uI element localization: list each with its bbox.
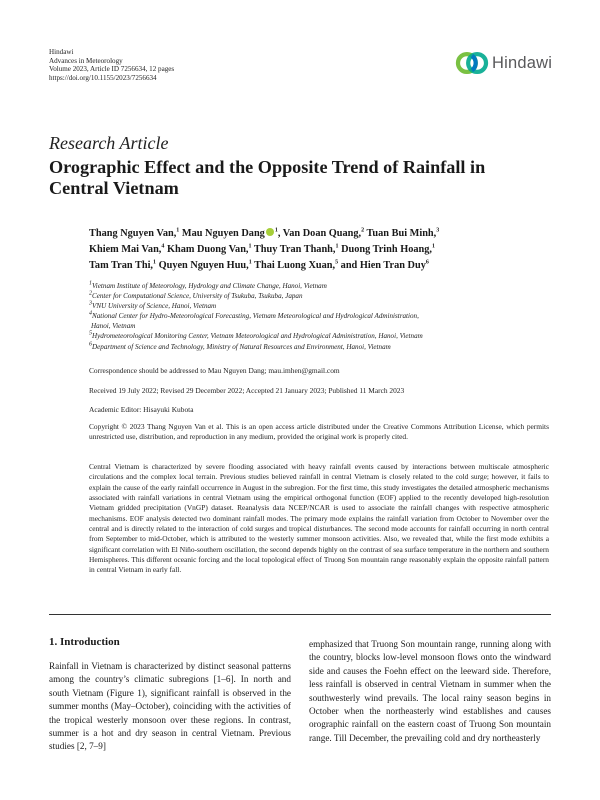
author-affil-ref: 4 — [161, 243, 165, 250]
copyright-notice: Copyright © 2023 Thang Nguyen Van et al. This is an open access article distributed under the Creative Commons Attribution License, which permits unrestricted use, distribution, and reproduction in any medium, provided the original work is properly cited. — [89, 422, 549, 442]
author-name[interactable]: Khiem Mai Van, — [89, 244, 162, 255]
volume-info: Volume 2023, Article ID 7256634, 12 pages — [49, 65, 175, 74]
abstract-text: Central Vietnam is characterized by severe flooding associated with heavy rainfall events caused by interactions between multiscale atmospheric circulations and the complex local terrain. Previous studies believed rainfall in central Vietnam is closely related to the cold surge; however, it fails to explain the cause of the early rainfall occurrence in August in the subregion. For the first time, this study investigates the detailed atmospheric mechanisms associated with rainfall variations in central Vietnam using the empirical orthogonal function (EOF) applied to the recently developed high-resolution Vietnam gridded precipitation (VnGP) dataset. Reanalysis data NCEP/NCAR is used to associate the rainfall changes with respective atmospheric mechanisms. EOF analysis detected two dominant rainfall modes. The primary mode explains the rainfall variation from October to November over the central and is directly related to the interaction of cold surges and tropical disturbances. The second mode accounts for rainfall occurring in north central from September to mid-October, which is attributed to the westerly summer monsoon activities. Also, we revealed that, while the first mode exhibits a significant correlation with El Niño-southern oscillation, the second depends highly on the contrast of sea surface temperature in the northern and southern Hemispheres. This different oceanic forcing and the local topological effect of Truong Son mountain range reasonably explain the opposite rainfall pattern in central Vietnam in early fall. — [89, 462, 549, 575]
article-type: Research Article — [49, 133, 169, 153]
author-name[interactable]: Mau Nguyen Dang — [181, 228, 265, 239]
affiliation-list — [89, 281, 559, 352]
author-line — [89, 258, 559, 274]
affiliation-item: $^4$National Center for Hydro-Meteorological Forecasting, Vietnam Meteorological and Hydrological Administration, — [89, 310, 419, 321]
section-heading-introduction: 1. Introduction — [49, 636, 120, 648]
author-separator: , — [277, 228, 281, 239]
author-affil-ref: 1 — [431, 243, 435, 250]
author-name[interactable]: Quyen Nguyen Huu, — [158, 260, 249, 271]
author-affil-ref: 2 — [361, 227, 365, 234]
author-name[interactable]: Tuan Bui Minh, — [366, 228, 437, 239]
author-list — [89, 226, 559, 274]
author-line — [89, 226, 559, 242]
author-affil-ref: 5 — [335, 259, 339, 266]
hindawi-logo-icon — [455, 46, 489, 80]
doi-link[interactable]: https://doi.org/10.1155/2023/7256634 — [49, 73, 157, 82]
author-affil-ref: 3 — [436, 227, 440, 234]
author-affil-ref: 1 — [176, 227, 180, 234]
author-affil-ref: 1 — [153, 259, 157, 266]
affiliation-item: Hanoi, Vietnam — [91, 322, 136, 331]
academic-editor: Academic Editor: Hisayuki Kubota — [89, 405, 194, 414]
affiliation-item: $^5$Hydrometeorological Monitoring Center, Vietnam Meteorological and Hydrological Administration, Hanoi, Vietnam — [89, 331, 423, 341]
intro-paragraph-left: Rainfall in Vietnam is characterized by distinct seasonal patterns among the country’s climatic subregions [1–6]. In north and south Vietnam (Figure 1), significant rainfall is observed in the summer months (May–October), coinciding with the activities of the tropical westerly monsoon over these regions. In contrast, summer is a hot and dry season in central Vietnam. Previous studies [2, 7–9] — [49, 661, 291, 752]
intro-right-column — [309, 638, 551, 745]
author-name[interactable]: Kham Duong Van, — [166, 244, 249, 255]
affiliation-item: $^3$VNU University of Science, Hanoi, Vietnam — [89, 300, 217, 311]
author-affil-ref: 1 — [335, 243, 339, 250]
hindawi-logo-text: Hindawi — [492, 53, 553, 72]
author-affil-ref: 1 — [248, 243, 252, 250]
section-divider — [49, 614, 551, 615]
intro-left-column — [49, 636, 291, 754]
author-name[interactable]: Duong Trinh Hoang, — [341, 244, 432, 255]
author-line — [89, 242, 559, 258]
publication-dates: Received 19 July 2022; Revised 29 December 2022; Accepted 21 January 2023; Published 11 March 2023 — [89, 386, 405, 395]
affiliation-item: $^1$Vietnam Institute of Meteorology, Hydrology and Climate Change, Hanoi, Vietnam — [89, 280, 327, 290]
journal-name: Advances in Meteorology — [49, 56, 123, 65]
author-name[interactable]: and Hien Tran Duy — [340, 260, 426, 271]
author-name[interactable]: Thang Nguyen Van, — [89, 228, 177, 239]
author-name[interactable]: Thuy Tran Thanh, — [253, 244, 336, 255]
affiliation-item: $^6$Department of Science and Technology, Ministry of Natural Resources and Environment, Hanoi, Vietnam — [89, 341, 391, 351]
correspondence-note[interactable]: Correspondence should be addressed to Mau Nguyen Dang; mau.imhen@gmail.com — [89, 366, 340, 375]
author-affil-ref: 6 — [425, 259, 429, 266]
journal-header — [49, 48, 174, 82]
affiliation-item: $^2$Center for Computational Science, University of Tsukuba, Tsukuba, Japan — [89, 290, 303, 301]
author-name[interactable]: Thai Luong Xuan, — [254, 260, 336, 271]
article-title: Orographic Effect and the Opposite Trend of Rainfall in Central Vietnam — [49, 157, 486, 198]
author-name[interactable]: Tam Tran Thi, — [89, 260, 154, 271]
author-name[interactable]: Van Doan Quang, — [282, 228, 362, 239]
orcid-icon[interactable] — [266, 228, 274, 236]
author-affil-ref: 1 — [274, 227, 278, 234]
publisher-name: Hindawi — [49, 48, 74, 56]
author-affil-ref: 1 — [248, 259, 252, 266]
intro-paragraph-right: emphasized that Truong Son mountain range, running along with the country, blocks low-level monsoon flows onto the windward side and causes the Foehn effect on the leeward side. Therefore, less rainfall is observed in central Vietnam in summer when the southwesterly wind prevails. The local rainy season begins in October when the northeasterly wind establishes and causes orographic rainfall on the eastern coast of Truong Son mountain range. Till December, the prevailing cold and dry northeasterly — [309, 639, 551, 743]
hindawi-logo[interactable] — [455, 45, 565, 81]
